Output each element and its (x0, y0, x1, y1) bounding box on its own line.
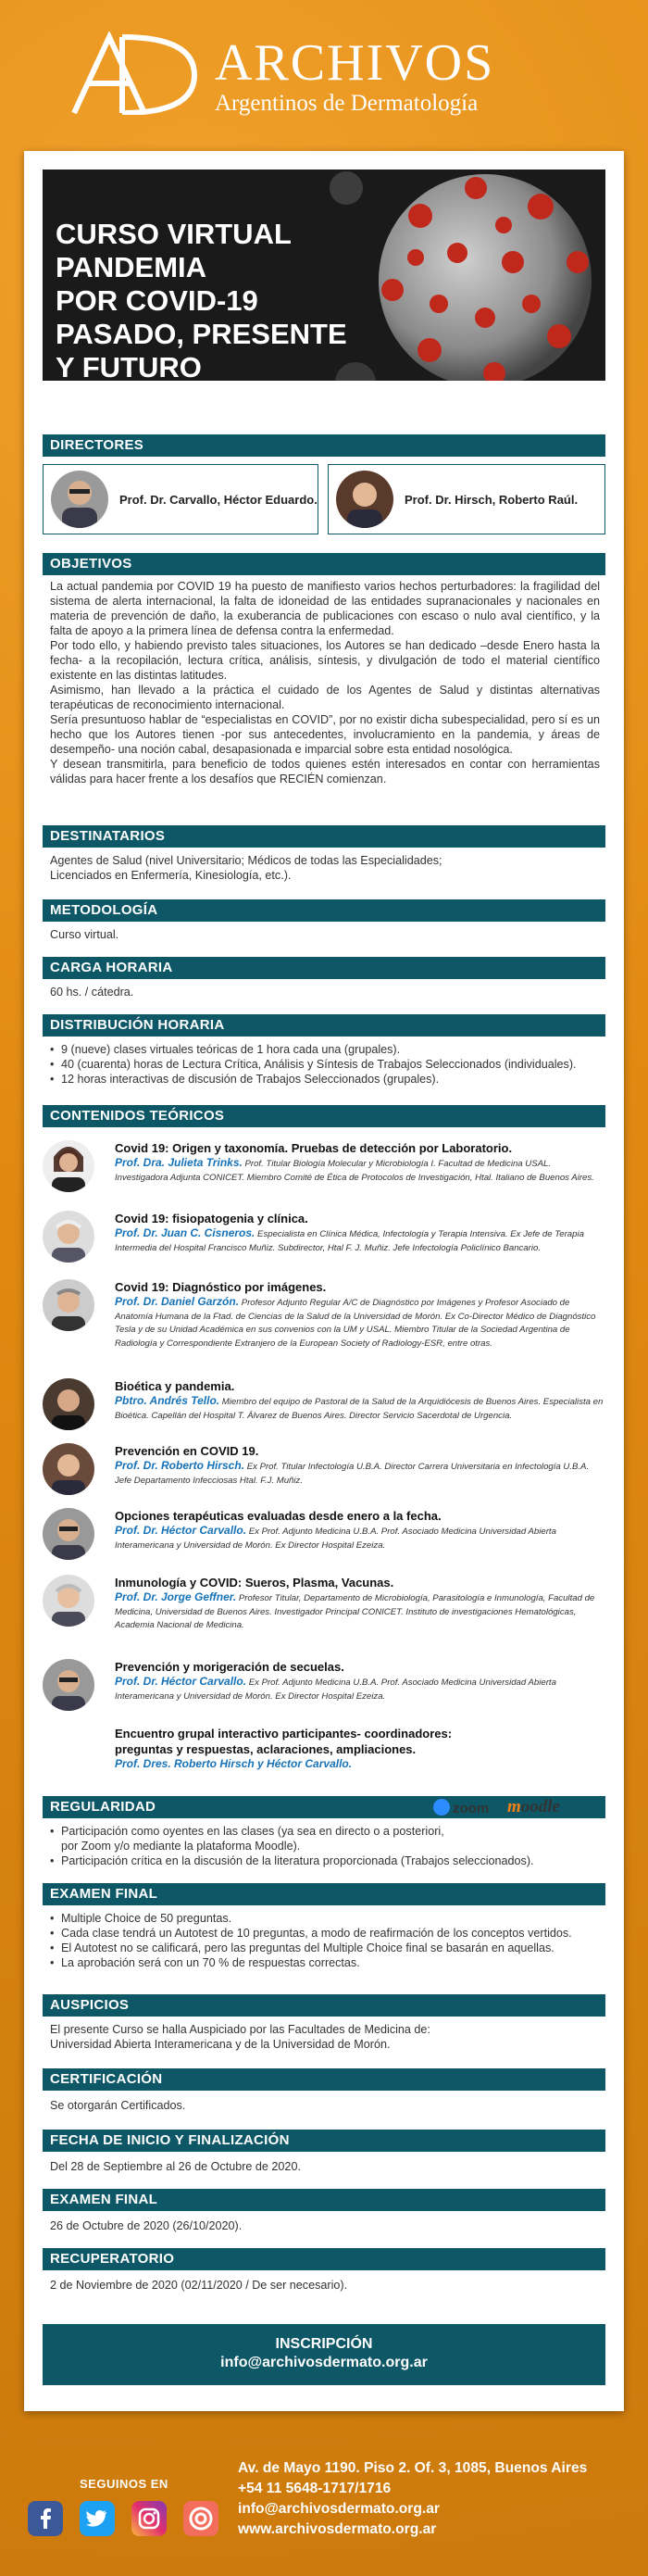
zoom-logo: zoom (433, 1799, 489, 1816)
topic-title: Opciones terapéuticas evaluadas desde enero a la fecha. (115, 1509, 442, 1523)
section-distribucion: DISTRIBUCIÓN HORARIA (43, 1014, 605, 1037)
address: Av. de Mayo 1190. Piso 2. Of. 3, 1085, Buenos Aires (238, 2460, 588, 2476)
objetivos-text: La actual pandemia por COVID 19 ha puesto de manifiesto varios hechos perturbadores: la fragilidad del sistema de alerta internacional, la falta de idoneidad de las entidades supranacionales y nacionales en materia de prevención de daño, la exuberancia de publicaciones con escaso o nulo aval científico, y la falta de apoyo a la primera línea de defensa contra la enfermedad. Por todo ello, y habiendo previsto tales situaciones, los Autores se han dedicado –desde Enero hasta la fecha- a la recopilación, lectura crítica, análisis, síntesis, y divulgación de todo el material científico existente en las distintas latitudes. Asimismo, han llevado a la práctica el cuidado de los Agentes de Salud y distintas alternativas terapéuticas de reconocimiento internacional. Sería presuntuoso hablar de “especialistas en COVID”, por no existir dicha subespecialidad, pero sí es un hecho que los Autores tienen -por sus antecedentes, involucramiento en la pandemia, y áreas de desempeño- una noción cabal, desapasionada e imparcial sobre esta entidad nosológica. Y desean transmitirla, para beneficio de todos quienes estén interesados en contar con herramientas válidas para hacer frente a los desafíos que RECIÉN comienzan. (50, 580, 600, 785)
speaker-detail: Especialista en Clínica Médica, Infectología y Terapia Intensiva. Ex Jefe de Terapia Intermedia del Hospital Francisco Muñiz. Subdirector, Htal F. J. Muñiz. Jefe Infectología Policlínico Bancario. (115, 1229, 584, 1253)
section-regularidad: REGULARIDAD (43, 1796, 605, 1818)
contact-info (238, 2458, 587, 2540)
archivos-logo-icon (65, 31, 204, 115)
topic-title: Covid 19: Origen y taxonomía. Pruebas de detección por Laboratorio. (115, 1141, 513, 1155)
fechas-text: Del 28 de Septiembre al 26 de Octubre de 2020. (50, 2160, 301, 2173)
speaker-name: Prof. Dr. Roberto Hirsch. (115, 1459, 245, 1472)
director-photo (51, 471, 108, 528)
speaker-photo (43, 1443, 94, 1495)
speaker-photo (43, 1378, 94, 1430)
section-examen-fecha: EXAMEN FINAL (43, 2189, 605, 2211)
speaker-detail: Miembro del equipo de Pastoral de la Salud de la Arquidiócesis de Buenos Aires. Especialista en Bioética. Capellán del Hospital T. Álvarez de Buenos Aires. Director Servicio Sacerdotal de Urgencia. (115, 1397, 604, 1421)
encuentro-speakers: Prof. Dres. Roberto Hirsch y Héctor Carvallo. (115, 1757, 353, 1770)
speaker-photo (43, 1211, 94, 1263)
speaker-photo (43, 1659, 94, 1711)
twitter-icon[interactable] (80, 2501, 115, 2536)
facebook-icon[interactable] (28, 2501, 63, 2536)
topic-title: Covid 19: Diagnóstico por imágenes. (115, 1280, 327, 1294)
topic-title: Inmunología y COVID: Sueros, Plasma, Vacunas. (115, 1576, 394, 1590)
speaker-detail: Ex Prof. Adjunto Medicina U.B.A. Prof. Asociado Medicina Universidad Abierta Interamericana y Universidad de Morón. Ex Director Hospital Ezeiza. (115, 1678, 556, 1702)
topic-title: Bioética y pandemia. (115, 1379, 235, 1393)
speaker-name: Prof. Dr. Juan C. Cisneros. (115, 1226, 255, 1239)
speaker-photo (43, 1575, 94, 1627)
topic-title: Prevención en COVID 19. (115, 1444, 259, 1458)
speaker-name: Prof. Dra. Julieta Trinks. (115, 1156, 243, 1169)
speaker-name: Prof. Dr. Héctor Carvallo. (115, 1675, 247, 1688)
speaker-detail: Profesor Adjunto Regular A/C de Diagnóstico por Imágenes y Profesor Asociado de Anatomía Humana de la Ftad. de Ciencias de la Salud de la Universidad de Morón. Ex Co-Director Médico de Diagnóstico Tesla y de su Unidad Académica en sus convenios con la UM y USAL. Miembro Titular de la Sociedad Argentina de Radiología y Correspondiente Extranjero de la European Society of Radiology-ESR, entre otras. (115, 1298, 596, 1349)
zoom-icon (433, 1799, 450, 1816)
speaker-photo (43, 1140, 94, 1192)
inscripcion-box (43, 2324, 605, 2385)
topic-title: Covid 19: fisiopatogenia y clínica. (115, 1212, 308, 1225)
inscripcion-label: INSCRIPCIÓN (275, 2336, 373, 2352)
carga-text: 60 hs. / cátedra. (50, 986, 134, 999)
encuentro-subtitle: preguntas y respuestas, aclaraciones, ampliaciones. (115, 1742, 417, 1756)
speaker-detail: Ex Prof. Adjunto Medicina U.B.A. Prof. Asociado Medicina Universidad Abierta Interamericana y Universidad de Morón. Ex Director Hospital Ezeiza. (115, 1527, 556, 1551)
section-fechas: FECHA DE INICIO Y FINALIZACIÓN (43, 2130, 605, 2152)
regularidad-list: • Participación como oyentes en las clases (ya sea en directo o a posteriori, por Zoom y/o mediante la plataforma Moodle). • Participación crítica en la discusión de la literatura proporcionada (Trabajos seleccionados). (50, 1824, 457, 1868)
inscripcion-email[interactable]: info@archivosdermato.org.ar (220, 2355, 428, 2370)
auspicios-text: El presente Curso se halla Auspiciado por las Facultades de Medicina de: Universidad Abierta Interamericana y de la Universidad de Morón. (50, 2023, 430, 2051)
speaker-detail: Ex Prof. Titular Infectología U.B.A. Director Carrera Universitaria en Infectología U.B.A. Jefe Departamento Infecciosas Htal. F.J. Muñiz. (115, 1462, 590, 1486)
metodologia-text: Curso virtual. (50, 928, 119, 941)
speaker-detail: Prof. Titular Biología Molecular y Microbiología I. Facultad de Medicina USAL. Investigadora Adjunta CONICET. Miembro Comité de Ética de Protocolos de Investigación, Htal. Italiano de Buenos Aires. (115, 1159, 594, 1183)
certificacion-text: Se otorgarán Certificados. (50, 2099, 186, 2112)
director-name: Prof. Dr. Carvallo, Héctor Eduardo. (119, 493, 318, 507)
moodle-logo: moodle (507, 1797, 560, 1816)
section-metodologia: METODOLOGÍA (43, 899, 605, 922)
speaker-photo (43, 1508, 94, 1560)
speaker-photo (43, 1279, 94, 1331)
website-link[interactable]: www.archivosdermato.org.ar (238, 2521, 437, 2537)
phone: +54 11 5648-1717/1716 (238, 2481, 392, 2496)
topic-title: Prevención y morigeración de secuelas. (115, 1660, 344, 1674)
section-certificacion: CERTIFICACIÓN (43, 2068, 605, 2091)
director-photo (336, 471, 393, 528)
section-examen-final: EXAMEN FINAL (43, 1883, 605, 1905)
recuperatorio-text: 2 de Noviembre de 2020 (02/11/2020 / De ser necesario). (50, 2279, 348, 2292)
speaker-name: Prof. Dr. Héctor Carvallo. (115, 1524, 247, 1537)
brand-subtitle: Argentinos de Dermatología (215, 91, 479, 116)
examen-list: • Multiple Choice de 50 preguntas. • Cada clase tendrá un Autotest de 10 preguntas, a modo de reafirmación de los conceptos vertidos. • El Autotest no se calificará, pero las preguntas del Multiple Choice final se basarán en aquellas. • La aprobación será con un 70 % de respuestas correctas. (50, 1911, 600, 1970)
section-objetivos: OBJETIVOS (43, 553, 605, 575)
flyer-card (24, 151, 624, 2411)
section-auspicios: AUSPICIOS (43, 1994, 605, 2017)
moodle-icon: m (507, 1797, 521, 1816)
issuu-icon[interactable] (183, 2501, 218, 2536)
director-card (43, 464, 318, 534)
hero-banner (43, 170, 605, 381)
speaker-name: Prof. Dr. Daniel Garzón. (115, 1295, 240, 1308)
director-name: Prof. Dr. Hirsch, Roberto Raúl. (405, 493, 579, 507)
section-contenidos: CONTENIDOS TEÓRICOS (43, 1105, 605, 1127)
speaker-detail: Profesor Titular, Departamento de Microbiología, Parasitología e Inmunología, Facultad de Medicina, Universidad de Buenos Aires. Investigador Principal CONICET. Instituto de investigaciones Hematológicas, Academia Nacional de Medicina. (115, 1593, 595, 1630)
destinatarios-text: Agentes de Salud (nivel Universitario; Médicos de todas las Especialidades; Licenciados en Enfermería, Kinesiología, etc.). (50, 854, 442, 882)
footer (0, 2427, 648, 2576)
speaker-name: Prof. Dr. Jorge Geffner. (115, 1590, 237, 1603)
course-title: CURSO VIRTUAL PANDEMIA POR COVID-19 PASADO, PRESENTE Y FUTURO (56, 218, 347, 381)
examen-fecha-text: 26 de Octubre de 2020 (26/10/2020). (50, 2219, 243, 2232)
section-carga-horaria: CARGA HORARIA (43, 957, 605, 979)
encuentro-title: Encuentro grupal interactivo participantes- coordinadores: (115, 1727, 453, 1740)
section-destinatarios: DESTINATARIOS (43, 825, 605, 848)
follow-label: SEGUINOS EN (80, 2477, 168, 2491)
email-link[interactable]: info@archivosdermato.org.ar (238, 2501, 440, 2517)
brand-title: ARCHIVOS (215, 34, 495, 92)
instagram-icon[interactable] (131, 2501, 167, 2536)
distribucion-list: • 9 (nueve) clases virtuales teóricas de 1 hora cada una (grupales). • 40 (cuarenta) horas de Lectura Crítica, Análisis y Síntesis de Trabajos Seleccionados (individuales). • 12 horas interactivas de discusión de Trabajos Seleccionados (grupales). (50, 1042, 600, 1087)
director-card (328, 464, 605, 534)
speaker-name: Pbtro. Andrés Tello. (115, 1394, 220, 1407)
header (0, 0, 648, 139)
section-directores: DIRECTORES (43, 434, 605, 457)
section-recuperatorio: RECUPERATORIO (43, 2248, 605, 2270)
